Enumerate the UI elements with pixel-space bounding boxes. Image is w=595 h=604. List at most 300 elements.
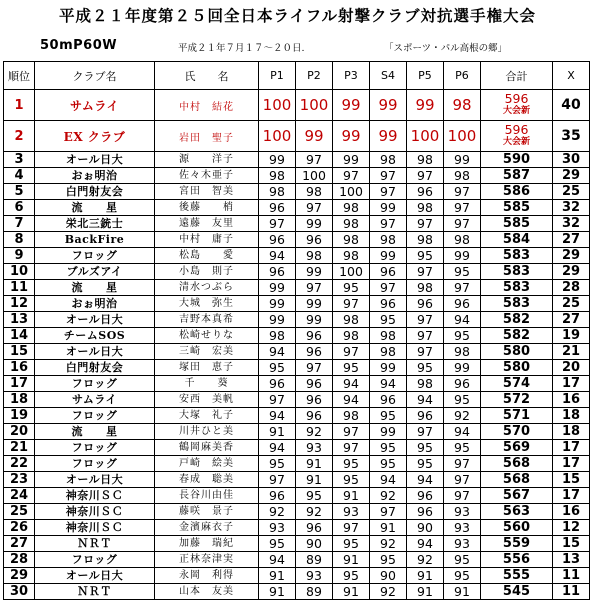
total-cell [481, 90, 553, 121]
series-score-cell: 97 [444, 280, 481, 296]
series-score-cell: 100 [259, 121, 296, 152]
series-score-cell: 96 [296, 520, 333, 536]
series-score-cell: 94 [259, 440, 296, 456]
series-score-cell: 90 [296, 536, 333, 552]
club-cell: 栄北三銃士 [35, 216, 155, 232]
series-score-cell: 97 [444, 456, 481, 472]
col-header-name: 氏 名 [155, 62, 259, 90]
club-cell: フロッグ [35, 248, 155, 264]
col-header-p5: P5 [407, 62, 444, 90]
total-cell [481, 168, 553, 184]
series-score-cell: 93 [444, 504, 481, 520]
new-record-label: 大会新 [502, 137, 530, 147]
x-count-cell: 18 [553, 408, 590, 424]
club-cell: オール日大 [35, 312, 155, 328]
x-count-cell: 16 [553, 392, 590, 408]
table-row [4, 552, 590, 568]
table-row [4, 280, 590, 296]
series-score-cell: 95 [259, 360, 296, 376]
series-score-cell: 98 [259, 184, 296, 200]
series-score-cell: 95 [370, 408, 407, 424]
series-score-cell: 91 [259, 584, 296, 600]
rank-cell: 24 [4, 488, 35, 504]
series-score-cell: 95 [259, 536, 296, 552]
series-score-cell: 95 [333, 280, 370, 296]
col-header-x: X [553, 62, 590, 90]
table-row [4, 456, 590, 472]
rank-cell: 23 [4, 472, 35, 488]
col-header-club: クラブ名 [35, 62, 155, 90]
rank-cell: 6 [4, 200, 35, 216]
series-score-cell: 95 [333, 456, 370, 472]
series-score-cell: 99 [407, 90, 444, 121]
table-row [4, 344, 590, 360]
table-row [4, 440, 590, 456]
series-score-cell: 98 [370, 344, 407, 360]
series-score-cell: 92 [370, 584, 407, 600]
series-score-cell: 96 [259, 232, 296, 248]
series-score-cell: 97 [444, 216, 481, 232]
x-count-cell: 29 [553, 248, 590, 264]
rank-cell: 22 [4, 456, 35, 472]
series-score-cell: 98 [444, 90, 481, 121]
series-score-cell: 93 [444, 536, 481, 552]
series-score-cell: 97 [407, 168, 444, 184]
club-cell: サムライ [35, 392, 155, 408]
club-cell: フロッグ [35, 376, 155, 392]
series-score-cell: 99 [444, 248, 481, 264]
rank-cell: 20 [4, 424, 35, 440]
total-cell [481, 312, 553, 328]
series-score-cell: 99 [296, 264, 333, 280]
club-cell: 神奈川ＳＣ [35, 488, 155, 504]
series-score-cell: 92 [370, 536, 407, 552]
series-score-cell: 94 [407, 472, 444, 488]
series-score-cell: 100 [259, 90, 296, 121]
table-row [4, 200, 590, 216]
club-cell: 流 星 [35, 424, 155, 440]
series-score-cell: 97 [370, 216, 407, 232]
rank-cell: 25 [4, 504, 35, 520]
x-count-cell: 20 [553, 360, 590, 376]
total-score: 569 [502, 439, 531, 455]
series-score-cell: 92 [259, 504, 296, 520]
total-cell [481, 408, 553, 424]
series-score-cell: 90 [407, 520, 444, 536]
total-score: 584 [502, 231, 531, 247]
series-score-cell: 94 [259, 248, 296, 264]
series-score-cell: 97 [259, 392, 296, 408]
rank-cell: 18 [4, 392, 35, 408]
total-cell [481, 344, 553, 360]
table-row [4, 360, 590, 376]
club-cell: 神奈川ＳＣ [35, 520, 155, 536]
shooter-name-cell: 加藤 瑞紀 [155, 536, 259, 552]
shooter-name-cell: 中村 庸子 [155, 232, 259, 248]
x-count-cell: 35 [553, 121, 590, 152]
total-score: 574 [502, 375, 531, 391]
series-score-cell: 98 [296, 248, 333, 264]
series-score-cell: 100 [407, 121, 444, 152]
rank-cell: 9 [4, 248, 35, 264]
series-score-cell: 100 [444, 121, 481, 152]
series-score-cell: 98 [259, 328, 296, 344]
club-cell: ブルズアイ [35, 264, 155, 280]
series-score-cell: 91 [333, 584, 370, 600]
x-count-cell: 12 [553, 520, 590, 536]
series-score-cell: 94 [259, 344, 296, 360]
series-score-cell: 97 [296, 360, 333, 376]
series-score-cell: 99 [296, 121, 333, 152]
series-score-cell: 100 [333, 184, 370, 200]
table-row [4, 376, 590, 392]
series-score-cell: 99 [370, 248, 407, 264]
table-row [4, 584, 590, 600]
table-row [4, 216, 590, 232]
x-count-cell: 18 [553, 424, 590, 440]
series-score-cell: 98 [407, 280, 444, 296]
rank-cell: 15 [4, 344, 35, 360]
total-score: 570 [502, 423, 531, 439]
series-score-cell: 95 [370, 312, 407, 328]
series-score-cell: 95 [444, 568, 481, 584]
series-score-cell: 96 [296, 392, 333, 408]
series-score-cell: 92 [296, 504, 333, 520]
total-cell [481, 504, 553, 520]
series-score-cell: 94 [370, 472, 407, 488]
total-cell [481, 568, 553, 584]
club-cell: サムライ [35, 90, 155, 121]
total-score: 583 [502, 263, 531, 279]
total-score: 571 [502, 407, 531, 423]
x-count-cell: 28 [553, 280, 590, 296]
col-header-s4: S4 [370, 62, 407, 90]
page-title: 平成２１年度第２５回全日本ライフル射撃クラブ対抗選手権大会 [59, 6, 536, 25]
series-score-cell: 94 [333, 392, 370, 408]
series-score-cell: 94 [259, 408, 296, 424]
total-cell [481, 376, 553, 392]
series-score-cell: 95 [296, 488, 333, 504]
shooter-name-cell: 岩田 聖子 [155, 121, 259, 152]
series-score-cell: 98 [407, 232, 444, 248]
series-score-cell: 96 [407, 184, 444, 200]
series-score-cell: 98 [333, 312, 370, 328]
series-score-cell: 89 [296, 584, 333, 600]
total-cell [481, 184, 553, 200]
total-cell [481, 200, 553, 216]
series-score-cell: 98 [333, 328, 370, 344]
table-row [4, 184, 590, 200]
series-score-cell: 97 [444, 184, 481, 200]
series-score-cell: 95 [333, 568, 370, 584]
total-score: 582 [502, 327, 531, 343]
series-score-cell: 99 [333, 121, 370, 152]
total-score: 596 [504, 122, 529, 137]
series-score-cell: 94 [444, 312, 481, 328]
shooter-name-cell: 藤咲 景子 [155, 504, 259, 520]
series-score-cell: 97 [259, 216, 296, 232]
series-score-cell: 95 [333, 360, 370, 376]
series-score-cell: 98 [444, 168, 481, 184]
series-score-cell: 95 [444, 264, 481, 280]
series-score-cell: 98 [296, 184, 333, 200]
shooter-name-cell: 佐々木亜子 [155, 168, 259, 184]
table-row [4, 536, 590, 552]
col-header-rank: 順位 [4, 62, 35, 90]
series-score-cell: 94 [370, 376, 407, 392]
event-date: 平成２１年７月１７～２０日. [178, 43, 305, 54]
total-cell [481, 520, 553, 536]
table-row [4, 488, 590, 504]
series-score-cell: 95 [444, 552, 481, 568]
total-cell [481, 280, 553, 296]
series-score-cell: 94 [444, 424, 481, 440]
series-score-cell: 98 [333, 248, 370, 264]
series-score-cell: 98 [333, 200, 370, 216]
rank-cell: 28 [4, 552, 35, 568]
series-score-cell: 91 [444, 584, 481, 600]
rank-cell: 14 [4, 328, 35, 344]
col-header-p1: P1 [259, 62, 296, 90]
table-row [4, 472, 590, 488]
shooter-name-cell: 戸崎 絵美 [155, 456, 259, 472]
x-count-cell: 17 [553, 456, 590, 472]
series-score-cell: 99 [444, 360, 481, 376]
table-row [4, 504, 590, 520]
table-row [4, 90, 590, 121]
rank-cell: 12 [4, 296, 35, 312]
total-score: 555 [502, 567, 531, 583]
series-score-cell: 98 [444, 344, 481, 360]
series-score-cell: 97 [370, 168, 407, 184]
series-score-cell: 97 [370, 504, 407, 520]
club-cell: フロッグ [35, 552, 155, 568]
club-cell: チームSOS [35, 328, 155, 344]
x-count-cell: 15 [553, 472, 590, 488]
series-score-cell: 97 [259, 472, 296, 488]
total-score: 567 [502, 487, 531, 503]
x-count-cell: 25 [553, 296, 590, 312]
series-score-cell: 99 [333, 152, 370, 168]
total-score: 583 [502, 279, 531, 295]
series-score-cell: 98 [370, 328, 407, 344]
series-score-cell: 96 [407, 504, 444, 520]
x-count-cell: 32 [553, 216, 590, 232]
club-cell: 流 星 [35, 280, 155, 296]
series-score-cell: 96 [407, 488, 444, 504]
x-count-cell: 40 [553, 90, 590, 121]
shooter-name-cell: 宮田 智美 [155, 184, 259, 200]
shooter-name-cell: 清水つぶら [155, 280, 259, 296]
table-row [4, 424, 590, 440]
total-cell [481, 424, 553, 440]
series-score-cell: 98 [333, 216, 370, 232]
total-score: 563 [502, 503, 531, 519]
series-score-cell: 94 [407, 536, 444, 552]
series-score-cell: 99 [370, 90, 407, 121]
rank-cell: 8 [4, 232, 35, 248]
x-count-cell: 17 [553, 376, 590, 392]
shooter-name-cell: 遠藤 友里 [155, 216, 259, 232]
table-row [4, 408, 590, 424]
total-cell [481, 152, 553, 168]
series-score-cell: 97 [444, 488, 481, 504]
x-count-cell: 11 [553, 584, 590, 600]
shooter-name-cell: 長谷川由佳 [155, 488, 259, 504]
series-score-cell: 97 [333, 520, 370, 536]
shooter-name-cell: 安西 美帆 [155, 392, 259, 408]
series-score-cell: 98 [259, 168, 296, 184]
new-record-label: 大会新 [502, 106, 530, 116]
series-score-cell: 97 [333, 424, 370, 440]
shooter-name-cell: 松崎せりな [155, 328, 259, 344]
series-score-cell: 91 [407, 568, 444, 584]
series-score-cell: 100 [333, 264, 370, 280]
results-body [4, 90, 590, 600]
series-score-cell: 97 [407, 216, 444, 232]
total-cell [481, 392, 553, 408]
total-cell [481, 488, 553, 504]
shooter-name-cell: 吉野本真希 [155, 312, 259, 328]
x-count-cell: 27 [553, 312, 590, 328]
rank-cell: 11 [4, 280, 35, 296]
total-score: 568 [502, 471, 531, 487]
series-score-cell: 96 [370, 264, 407, 280]
rank-cell: 1 [4, 90, 35, 121]
club-cell: 白門射友会 [35, 360, 155, 376]
series-score-cell: 97 [333, 296, 370, 312]
series-score-cell: 99 [296, 296, 333, 312]
series-score-cell: 99 [370, 360, 407, 376]
shooter-name-cell: 春成 聡美 [155, 472, 259, 488]
table-row [4, 296, 590, 312]
club-cell: オール日大 [35, 344, 155, 360]
series-score-cell: 93 [259, 520, 296, 536]
series-score-cell: 91 [259, 568, 296, 584]
series-score-cell: 91 [259, 424, 296, 440]
table-row [4, 328, 590, 344]
shooter-name-cell: 大塚 礼子 [155, 408, 259, 424]
club-cell: オール日大 [35, 568, 155, 584]
series-score-cell: 97 [296, 280, 333, 296]
series-score-cell: 98 [333, 232, 370, 248]
total-cell [481, 296, 553, 312]
series-score-cell: 97 [333, 440, 370, 456]
table-row [4, 248, 590, 264]
series-score-cell: 97 [296, 152, 333, 168]
club-cell: 神奈川ＳＣ [35, 504, 155, 520]
total-score: 587 [502, 167, 531, 183]
total-score: 585 [502, 215, 531, 231]
total-cell [481, 216, 553, 232]
club-cell: ＮＲＴ [35, 584, 155, 600]
event-name: 50mP60W [40, 38, 118, 53]
series-score-cell: 93 [296, 440, 333, 456]
total-score: 572 [502, 391, 531, 407]
shooter-name-cell: 塚田 恵子 [155, 360, 259, 376]
total-cell [481, 248, 553, 264]
club-cell: ＮＲＴ [35, 536, 155, 552]
club-cell: おぉ明治 [35, 168, 155, 184]
total-cell [481, 472, 553, 488]
table-row [4, 568, 590, 584]
x-count-cell: 21 [553, 344, 590, 360]
total-cell [481, 360, 553, 376]
total-cell [481, 536, 553, 552]
total-cell [481, 552, 553, 568]
total-score: 559 [502, 535, 531, 551]
shooter-name-cell: 中村 結花 [155, 90, 259, 121]
shooter-name-cell: 後藤 梢 [155, 200, 259, 216]
total-score: 556 [502, 551, 531, 567]
series-score-cell: 91 [333, 552, 370, 568]
series-score-cell: 97 [444, 472, 481, 488]
total-cell [481, 456, 553, 472]
rank-cell: 30 [4, 584, 35, 600]
series-score-cell: 96 [259, 488, 296, 504]
series-score-cell: 99 [259, 280, 296, 296]
shooter-name-cell: 千 葵 [155, 376, 259, 392]
series-score-cell: 99 [296, 312, 333, 328]
col-header-p2: P2 [296, 62, 333, 90]
series-score-cell: 92 [296, 424, 333, 440]
total-score: 582 [502, 311, 531, 327]
shooter-name-cell: 正林奈津実 [155, 552, 259, 568]
total-score: 583 [502, 247, 531, 263]
series-score-cell: 95 [444, 440, 481, 456]
rank-cell: 21 [4, 440, 35, 456]
rank-cell: 7 [4, 216, 35, 232]
series-score-cell: 97 [444, 200, 481, 216]
series-score-cell: 99 [333, 90, 370, 121]
series-score-cell: 99 [259, 312, 296, 328]
total-score: 545 [502, 583, 531, 599]
shooter-name-cell: 金濱麻衣子 [155, 520, 259, 536]
series-score-cell: 89 [296, 552, 333, 568]
club-cell: フロッグ [35, 408, 155, 424]
rank-cell: 16 [4, 360, 35, 376]
x-count-cell: 19 [553, 328, 590, 344]
club-cell: オール日大 [35, 152, 155, 168]
club-cell: EX クラブ [35, 121, 155, 152]
series-score-cell: 96 [259, 376, 296, 392]
series-score-cell: 96 [296, 328, 333, 344]
series-score-cell: 96 [296, 408, 333, 424]
shooter-name-cell: 川井ひと美 [155, 424, 259, 440]
shooter-name-cell: 大城 弥生 [155, 296, 259, 312]
series-score-cell: 95 [333, 472, 370, 488]
rank-cell: 26 [4, 520, 35, 536]
series-score-cell: 99 [370, 200, 407, 216]
series-score-cell: 97 [407, 264, 444, 280]
rank-cell: 29 [4, 568, 35, 584]
rank-cell: 13 [4, 312, 35, 328]
series-score-cell: 97 [370, 184, 407, 200]
series-score-cell: 95 [370, 440, 407, 456]
x-count-cell: 32 [553, 200, 590, 216]
series-score-cell: 96 [296, 232, 333, 248]
series-score-cell: 95 [370, 456, 407, 472]
series-score-cell: 96 [370, 296, 407, 312]
x-count-cell: 11 [553, 568, 590, 584]
series-score-cell: 95 [333, 536, 370, 552]
x-count-cell: 15 [553, 536, 590, 552]
table-row [4, 312, 590, 328]
rank-cell: 4 [4, 168, 35, 184]
series-score-cell: 98 [407, 376, 444, 392]
rank-cell: 19 [4, 408, 35, 424]
total-cell [481, 264, 553, 280]
